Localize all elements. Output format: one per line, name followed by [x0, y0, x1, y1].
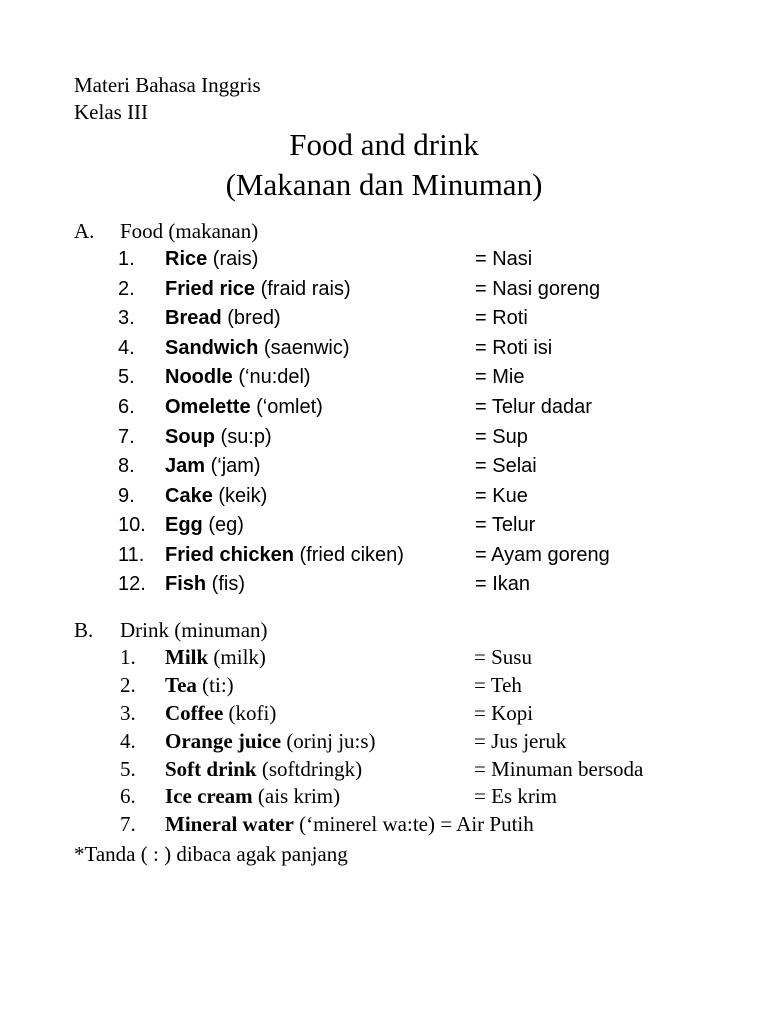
item-meaning: = Kue	[475, 485, 528, 507]
item-number: 6.	[118, 396, 135, 418]
item-pronunciation: (fraid rais)	[255, 278, 351, 300]
item-word: Mineral water	[165, 812, 294, 836]
item-meaning: = Telur	[475, 514, 536, 536]
item-meaning: = Ikan	[475, 573, 531, 595]
item-pronunciation: (eg)	[202, 514, 244, 536]
item-number: 5.	[120, 757, 136, 781]
item-word: Soup	[165, 426, 215, 448]
item-number: 10.	[118, 514, 146, 536]
item-number: 1.	[118, 248, 135, 270]
item-pronunciation: (softdringk)	[256, 757, 363, 781]
item-meaning: = Mie	[475, 366, 525, 388]
item-number: 7.	[118, 426, 135, 448]
item-pronunciation: (kofi)	[223, 701, 277, 725]
item-meaning: = Jus jeruk	[474, 729, 567, 753]
item-word: Fried rice	[165, 278, 256, 300]
drink-section-letter: B.	[74, 618, 94, 642]
food-section-title: Food (makanan)	[120, 219, 259, 243]
footnote: *Tanda ( : ) dibaca agak panjang	[74, 842, 348, 866]
item-meaning: = Sup	[475, 426, 528, 448]
item-meaning: = Minuman bersoda	[474, 757, 644, 781]
page-subtitle: (Makanan dan Minuman)	[225, 167, 543, 202]
item-word: Milk	[165, 645, 209, 669]
item-meaning: = Nasi goreng	[475, 278, 601, 300]
item-pronunciation: (fried ciken)	[293, 544, 404, 566]
item-number: 7.	[120, 812, 136, 836]
item-number: 5.	[118, 366, 135, 388]
item-meaning: = Roti isi	[475, 337, 553, 359]
item-word: Sandwich	[165, 337, 259, 359]
item-number: 3.	[120, 701, 136, 725]
item-word: Cake	[165, 485, 213, 507]
item-meaning: = Selai	[475, 455, 537, 477]
item-word: Egg	[165, 514, 203, 536]
item-word: Bread	[165, 307, 222, 329]
item-pronunciation: (bred)	[221, 307, 281, 329]
item-number: 6.	[120, 784, 136, 808]
item-pronunciation: (keik)	[212, 485, 268, 507]
item-pronunciation: (orinj ju:s)	[281, 729, 376, 753]
item-meaning: = Air Putih	[440, 812, 534, 836]
item-number: 4.	[118, 337, 135, 359]
item-word: Fried chicken	[165, 544, 294, 566]
item-number: 2.	[120, 673, 136, 697]
item-meaning: = Teh	[474, 673, 522, 697]
item-word: Soft drink	[165, 757, 257, 781]
item-number: 9.	[118, 485, 135, 507]
item-pronunciation: (milk)	[208, 645, 266, 669]
item-word: Tea	[165, 673, 197, 697]
item-word: Ice cream	[165, 784, 253, 808]
item-meaning: = Es krim	[474, 784, 558, 808]
item-meaning: = Telur dadar	[475, 396, 592, 418]
page-title: Food and drink	[289, 127, 479, 162]
item-meaning: = Roti	[475, 307, 528, 329]
item-word: Fish	[165, 573, 207, 595]
item-pronunciation: (ais krim)	[252, 784, 341, 808]
item-number: 4.	[120, 729, 136, 753]
item-meaning: = Ayam goreng	[475, 544, 610, 566]
item-number: 1.	[120, 645, 136, 669]
class-line: Kelas III	[74, 100, 149, 124]
item-pronunciation: (fis)	[206, 573, 246, 595]
item-word: Rice	[165, 248, 208, 270]
item-pronunciation: (saenwic)	[258, 337, 350, 359]
item-word: Orange juice	[165, 729, 282, 753]
item-number: 8.	[118, 455, 135, 477]
item-word: Noodle	[165, 366, 233, 388]
item-pronunciation: (‘jam)	[205, 455, 261, 477]
item-pronunciation: (rais)	[207, 248, 259, 270]
drink-section-title: Drink (minuman)	[120, 618, 268, 642]
item-meaning: = Susu	[474, 645, 532, 669]
item-pronunciation: (‘minerel wa:te)	[293, 812, 441, 836]
item-number: 11.	[118, 544, 145, 566]
item-number: 12.	[118, 573, 146, 595]
item-meaning: = Kopi	[474, 701, 534, 725]
item-word: Jam	[165, 455, 206, 477]
item-meaning: = Nasi	[475, 248, 533, 270]
item-pronunciation: (‘nu:del)	[232, 366, 311, 388]
food-section-heading	[74, 218, 258, 244]
item-pronunciation: (ti:)	[196, 673, 234, 697]
item-word: Coffee	[165, 701, 224, 725]
item-pronunciation: (‘omlet)	[250, 396, 323, 418]
drink-section-heading	[74, 617, 268, 643]
food-section-letter: A.	[74, 219, 95, 243]
item-number: 3.	[118, 307, 135, 329]
item-pronunciation: (su:p)	[215, 426, 272, 448]
item-word: Omelette	[165, 396, 251, 418]
subject-line: Materi Bahasa Inggris	[74, 73, 261, 97]
item-number: 2.	[118, 278, 135, 300]
